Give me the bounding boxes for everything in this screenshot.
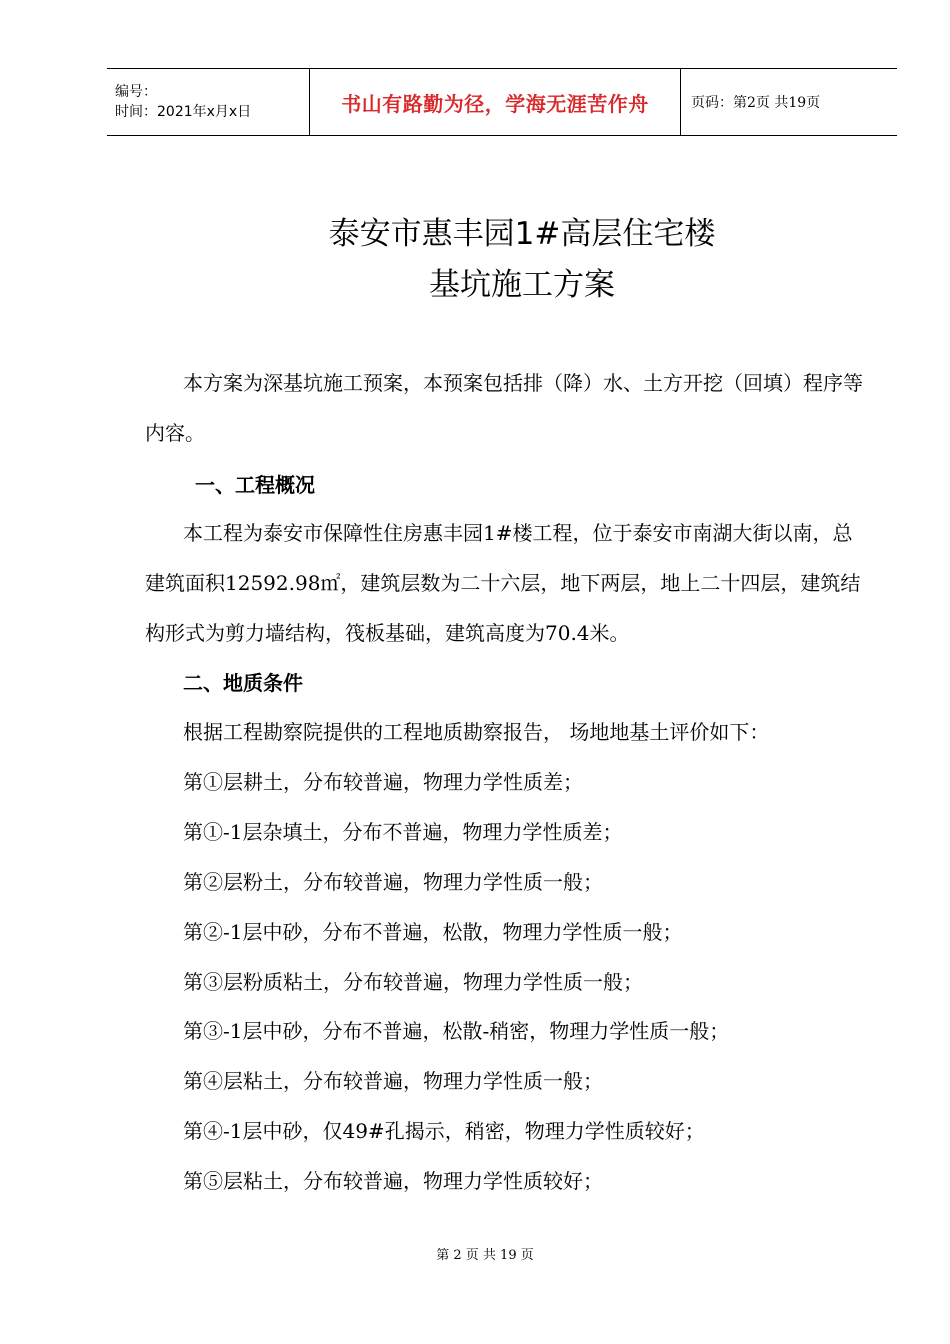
document-title-line-1: 泰安市惠丰园1#高层住宅楼 — [328, 216, 716, 252]
soil-layer-item: 第⑤层粘土，分布较普遍，物理力学性质较好； — [183, 1169, 603, 1193]
section-2-lead: 根据工程勘察院提供的工程地质勘察报告， 场地地基土评价如下： — [183, 720, 770, 744]
intro-paragraph: 本方案为深基坑施工预案，本预案包括排（降）水、土方开挖（回填）程序等内容。 — [145, 371, 863, 445]
soil-layer-item: 第③层粉质粘土，分布较普遍，物理力学性质一般； — [183, 970, 643, 994]
soil-layer-item: 第④-1层中砂，仅49#孔揭示，稍密，物理力学性质较好； — [183, 1119, 705, 1143]
header-meta — [107, 69, 309, 135]
soil-layer-item: 第③-1层中砂，分布不普遍，松散-稍密，物理力学性质一般； — [183, 1019, 730, 1043]
soil-layer-item: 第④层粘土，分布较普遍，物理力学性质一般； — [183, 1069, 603, 1093]
header-motto: 书山有路勤为径，学海无涯苦作舟 — [309, 69, 681, 135]
page-header — [107, 68, 897, 136]
soil-layer-item: 第②层粉土，分布较普遍，物理力学性质一般； — [183, 870, 603, 894]
section-1-paragraph: 本工程为泰安市保障性住房惠丰园1#楼工程，位于泰安市南湖大街以南，总建筑面积12592.98㎡，建筑层数为二十六层，地下两层，地上二十四层，建筑结构形式为剪力墙结构，筏板基础，建筑高度为70.4米。 — [145, 521, 861, 645]
soil-layer-item: 第②-1层中砂，分布不普遍，松散，物理力学性质一般； — [183, 920, 683, 944]
page-footer: 第 2 页 共 19 页 — [436, 1248, 534, 1263]
document-number-label: 编号： — [115, 84, 157, 100]
header-page-info: 页码：第2页 共19页 — [691, 95, 821, 111]
document-date: 时间：2021年x月x日 — [115, 104, 252, 120]
section-1-heading: 一、工程概况 — [195, 473, 315, 497]
soil-layer-item: 第①-1层杂填土，分布不普遍，物理力学性质差； — [183, 820, 623, 844]
soil-layer-item: 第①层耕土，分布较普遍，物理力学性质差； — [183, 770, 583, 794]
document-title-line-2: 基坑施工方案 — [429, 267, 615, 303]
section-2-heading: 二、地质条件 — [183, 671, 303, 695]
